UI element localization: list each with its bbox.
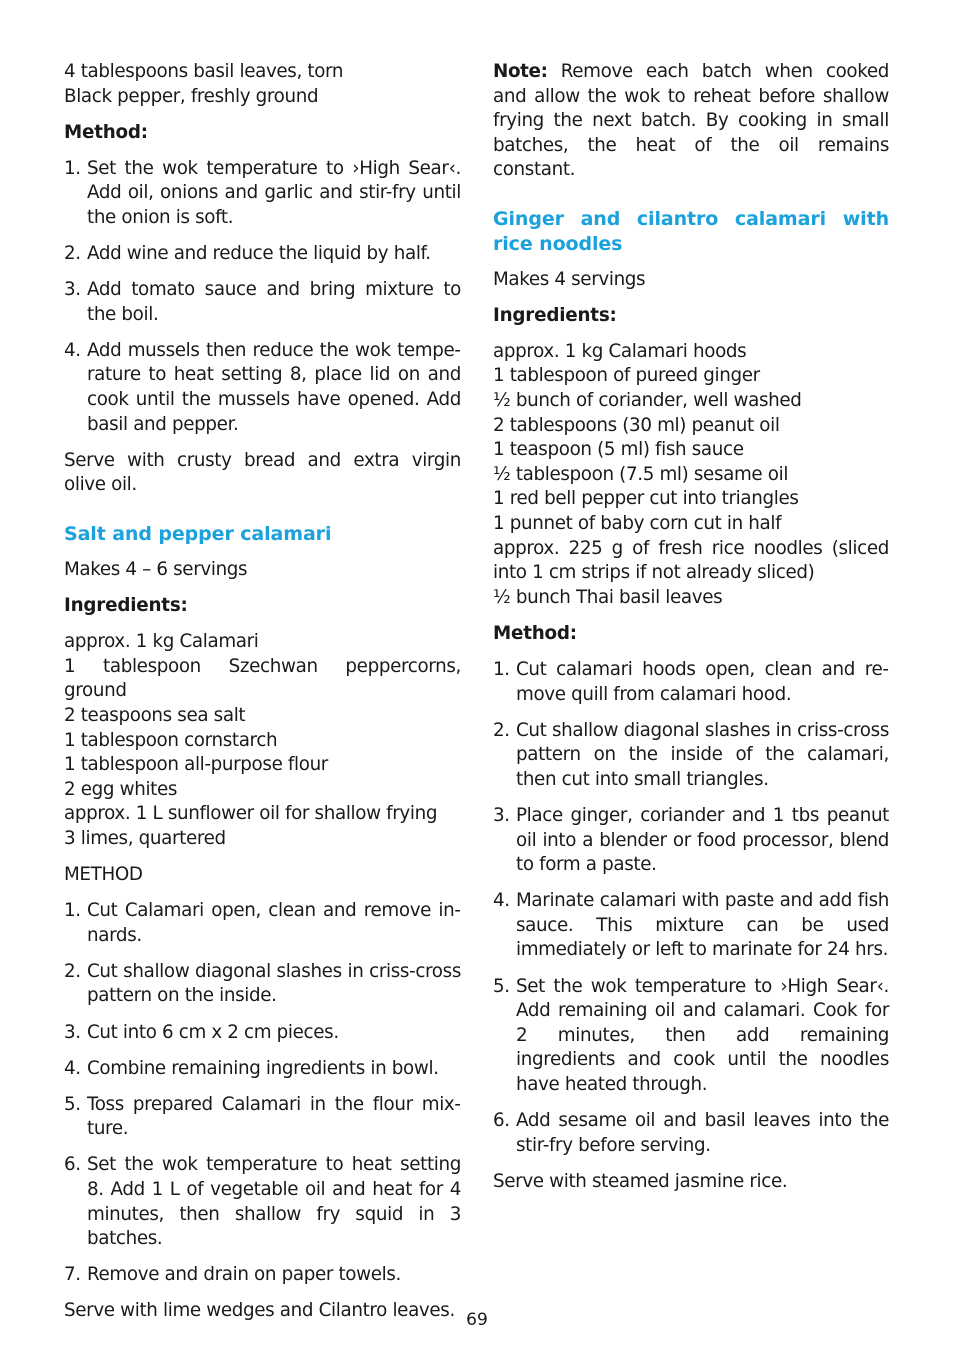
method-heading: Method:: [493, 622, 577, 644]
ingredient-line: ½ bunch of coriander, well washed: [493, 390, 802, 412]
step-number: 4.: [64, 339, 81, 361]
ingredient-line: 4 tablespoons basil leaves, torn: [64, 61, 344, 82]
step-number: 2.: [64, 243, 81, 265]
method-step: [64, 278, 461, 327]
step-text: Cut Calamari open, clean and remove innards.: [87, 900, 461, 946]
method-step: [64, 1263, 461, 1288]
ingredient-line: 1 teaspoon (5 ml) fish sauce: [493, 439, 744, 461]
method-step: [493, 889, 889, 963]
ingredient-line: 1 tablespoon all-purpose flour: [64, 754, 328, 776]
method-steps-list: [493, 658, 889, 1158]
step-number: 1.: [493, 658, 510, 680]
serving-suggestion: Serve with lime wedges and Cilantro leaves.: [64, 1300, 455, 1322]
method-step: [64, 1057, 461, 1082]
note-text: Remove each batch when cooked and allow the wok to reheat before shallow frying the next batch. By cooking in small batches, the heat of the oil remains constant.: [493, 61, 889, 181]
step-text: Cut shallow diagonal slashes in criss-cross pattern on the inside.: [87, 960, 461, 1007]
step-number: 6.: [64, 1154, 81, 1176]
ingredient-line: 2 teaspoons sea salt: [64, 704, 246, 726]
ingredients-heading: Ingredients:: [493, 304, 617, 326]
ingredient-line: ½ tablespoon (7.5 ml) sesame oil: [493, 463, 789, 485]
method-step: [64, 242, 461, 267]
step-text: Set the wok temperature to heat setting 8. Add 1 L of vegetable oil and heat for 4 minutes, then shallow fry squid in 3 batches.: [87, 1154, 461, 1250]
step-number: 1.: [64, 900, 81, 922]
step-number: 7.: [64, 1264, 81, 1286]
method-step: [493, 1109, 889, 1158]
cooking-note: [493, 60, 889, 183]
method-heading: Method:: [64, 121, 148, 143]
step-text: Cut shallow diagonal slashes in criss-cross pattern on the inside of the calamari, then cut into small triangles.: [516, 719, 889, 790]
ingredient-line: approx. 1 L sunflower oil for shallow frying: [64, 803, 438, 825]
step-text: Add sesame oil and basil leaves into the stir-fry before serving.: [516, 1109, 889, 1156]
step-number: 6.: [493, 1109, 510, 1131]
method-step: [64, 960, 461, 1009]
ingredient-line: Black pepper, freshly ground: [64, 85, 319, 107]
ingredient-line: 2 tablespoons (30 ml) peanut oil: [493, 414, 780, 436]
serving-suggestion: Serve with steamed jasmine rice.: [493, 1170, 788, 1192]
ingredient-line: 1 tablespoon of pureed ginger: [493, 365, 760, 387]
step-text: Set the wok temperature to ›High Sear‹. Add oil, onions and garlic and stir-fry until the onion is soft.: [87, 157, 461, 228]
step-number: 3.: [64, 1021, 81, 1043]
method-step: [493, 975, 889, 1098]
ingredient-line: approx. 1 kg Calamari: [64, 631, 259, 653]
ingredient-line: 1 tablespoon Szechwan peppercorns, ground: [64, 655, 461, 702]
ingredient-line: approx. 225 g of fresh rice noodles (sliced into 1 cm strips if not already sliced): [493, 537, 889, 584]
step-number: 4.: [64, 1057, 81, 1079]
method-step: [64, 157, 461, 231]
ingredients-list: [64, 630, 461, 851]
ingredient-line: 1 tablespoon cornstarch: [64, 729, 278, 751]
ingredients-heading: Ingredients:: [64, 595, 188, 617]
ingredient-line: approx. 1 kg Calamari hoods: [493, 340, 747, 362]
ingredient-line: 3 limes, quartered: [64, 827, 226, 849]
step-number: 5.: [64, 1093, 81, 1115]
servings-text: Makes 4 – 6 servings: [64, 559, 248, 580]
ingredient-line: 1 red bell pepper cut into triangles: [493, 488, 799, 510]
step-number: 2.: [493, 719, 510, 741]
recipe-title: Ginger and cilantro calamari with rice noodles: [493, 207, 889, 255]
step-text: Remove and drain on paper towels.: [87, 1264, 401, 1286]
step-number: 2.: [64, 960, 81, 982]
right-column: [493, 60, 889, 1194]
method-steps-list: [64, 899, 461, 1288]
step-text: Place ginger, coriander and 1 tbs peanut oil into a blender or food processor, blend to form a paste.: [516, 804, 889, 876]
ingredient-line: ½ bunch Thai basil leaves: [493, 586, 723, 608]
note-label: Note:: [493, 61, 548, 82]
step-text: Add tomato sauce and bring mixture to the boil.: [87, 279, 461, 325]
step-text: Set the wok temperature to ›High Sear‹. Add remaining oil and calamari. Cook for 2 minutes, then add remaining ingredients and cook until the noodles have heated through.: [516, 975, 889, 1095]
step-number: 1.: [64, 157, 81, 179]
step-text: Combine remaining ingredients in bowl.: [87, 1057, 439, 1079]
method-heading: METHOD: [64, 864, 143, 886]
method-step: [64, 339, 461, 437]
step-number: 5.: [493, 975, 510, 997]
step-text: Marinate calamari with paste and add fish sauce. This mixture can be used immediately or left to marinate for 24 hrs.: [516, 890, 889, 961]
servings-text: Makes 4 servings: [493, 268, 646, 290]
step-number: 3.: [64, 279, 81, 301]
ingredient-line: 1 punnet of baby corn cut in half: [493, 513, 782, 534]
method-step: [64, 1021, 461, 1046]
step-number: 4.: [493, 890, 510, 912]
ingredient-line: 2 egg whites: [64, 778, 178, 800]
ingredients-list: [493, 340, 889, 611]
serving-suggestion: Serve with crusty bread and extra virgin olive oil.: [64, 449, 461, 496]
method-step: [64, 1093, 461, 1142]
step-number: 3.: [493, 804, 510, 826]
left-column: [64, 60, 461, 1324]
method-step: [64, 1153, 461, 1251]
method-step: [64, 899, 461, 948]
method-step: [493, 658, 889, 707]
step-text: Add mussels then reduce the wok temperature to heat setting 8, place lid on and cook until the mussels have opened. Add basil and pepper.: [87, 339, 461, 435]
step-text: Add wine and reduce the liquid by half.: [87, 243, 431, 265]
step-text: Toss prepared Calamari in the flour mixture.: [87, 1093, 461, 1140]
method-steps-list: [64, 157, 461, 437]
page-number: 69: [466, 1310, 488, 1330]
step-text: Cut calamari hoods open, clean and remove quill from calamari hood.: [516, 658, 889, 705]
recipe-title: Salt and pepper calamari: [64, 522, 332, 545]
method-step: [493, 804, 889, 878]
method-step: [493, 719, 889, 793]
step-text: Cut into 6 cm x 2 cm pieces.: [87, 1021, 339, 1043]
